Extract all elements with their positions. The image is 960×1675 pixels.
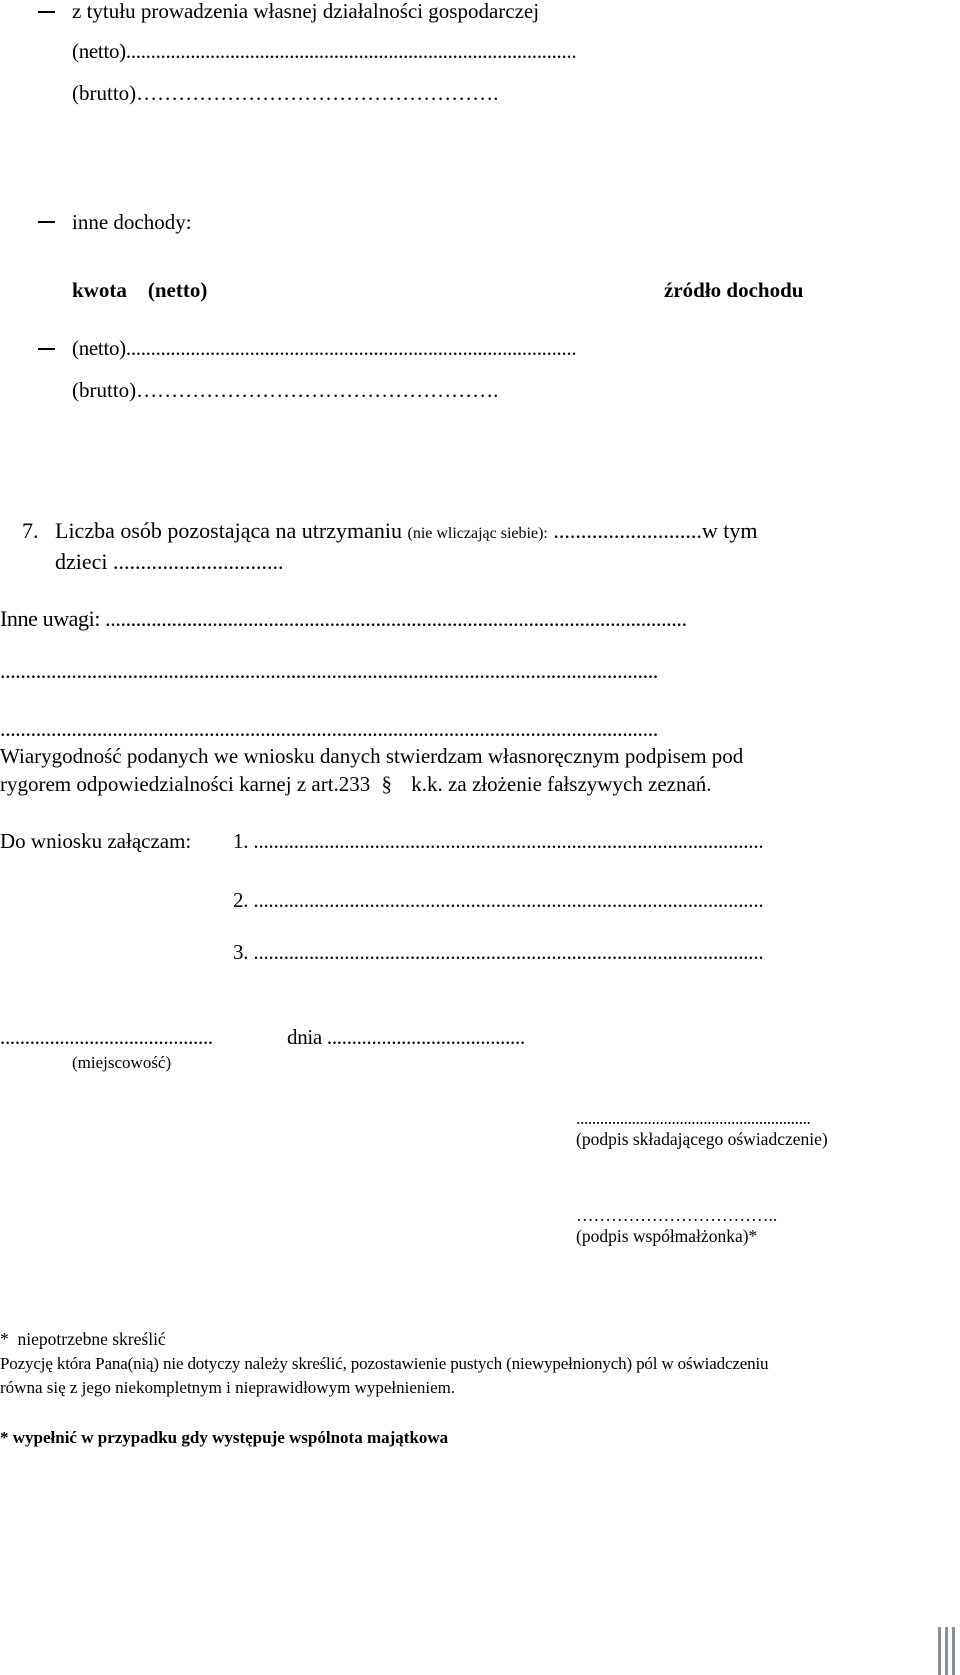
attachment-item-1: 1. ..................................................................................................... <box>233 829 764 853</box>
other-income-label: inne dochody: <box>72 210 192 234</box>
asterisk-note: * niepotrzebne skreślić <box>0 1329 166 1349</box>
page-corner-mark <box>938 1627 941 1675</box>
income-source-header: źródło dochodu <box>664 278 804 302</box>
footnote-line-1: Pozycję która Pana(nią) nie dotyczy należy skreślić, pozostawienie pustych (niewypełnionych) pól w oświadczeniu <box>0 1354 769 1373</box>
attachment-item-3: 3. ..................................................................................................... <box>233 940 764 964</box>
spouse-signature-line: …………………………….. <box>576 1205 778 1225</box>
list-dash-icon <box>38 221 55 223</box>
page-corner-mark <box>945 1627 948 1675</box>
item-7-note: (nie wliczając siebie): <box>407 525 548 542</box>
declaration-line-2 <box>0 771 712 797</box>
other-income-netto: (netto)........................................................................................... <box>72 336 577 360</box>
remarks-line-2: ................................................................................................................................. <box>0 658 658 683</box>
spouse-signature-caption: (podpis współmałżonka)* <box>576 1226 758 1246</box>
declarant-signature-caption: (podpis składającego oświadczenie) <box>576 1129 828 1149</box>
declarant-signature-line: ........................................................... <box>576 1108 811 1128</box>
list-dash-icon <box>38 348 55 350</box>
declaration-text-a: rygorem odpowiedzialności karnej z art.233 <box>0 772 371 796</box>
item-7-children: dzieci ............................... <box>55 549 284 574</box>
joint-property-note: * wypełnić w przypadku gdy występuje wspólnota majątkowa <box>0 1428 449 1447</box>
other-income-brutto: (brutto)……………………………………………. <box>72 378 499 402</box>
footnote-line-2: równa się z jego niekompletnym i nieprawidłowym wypełnieniem. <box>0 1378 456 1397</box>
amount-netto-header: kwota (netto) <box>72 278 208 302</box>
business-income-label: z tytułu prowadzenia własnej działalności gospodarczej <box>72 0 540 23</box>
item-7-label: Liczba osób pozostająca na utrzymaniu <box>55 518 402 543</box>
page-corner-mark <box>952 1627 955 1675</box>
place-caption: (miejscowość) <box>72 1053 172 1072</box>
remarks-label: Inne uwagi: .................................................................................................................. <box>0 606 687 631</box>
declaration-line-1: Wiarygodność podanych we wniosku danych stwierdzam własnoręcznym podpisem pod <box>0 744 744 768</box>
date-field: dnia ........................................ <box>287 1025 525 1049</box>
item-7-row <box>55 518 757 547</box>
item-7-value-line: ...........................w tym <box>553 518 758 543</box>
attachments-label: Do wniosku załączam: <box>0 829 192 853</box>
declaration-text-b: k.k. za złożenie fałszywych zeznań. <box>411 772 712 796</box>
item-7-number: 7. <box>22 518 39 543</box>
business-income-netto: (netto)........................................................................................... <box>72 39 577 63</box>
attachment-item-2: 2. ..................................................................................................... <box>233 888 764 912</box>
place-line: ........................................... <box>0 1025 213 1049</box>
list-dash-icon <box>38 11 55 13</box>
remarks-line-3: ................................................................................................................................. <box>0 716 658 741</box>
section-symbol: § <box>381 772 393 796</box>
business-income-brutto: (brutto)……………………………………………. <box>72 81 499 105</box>
